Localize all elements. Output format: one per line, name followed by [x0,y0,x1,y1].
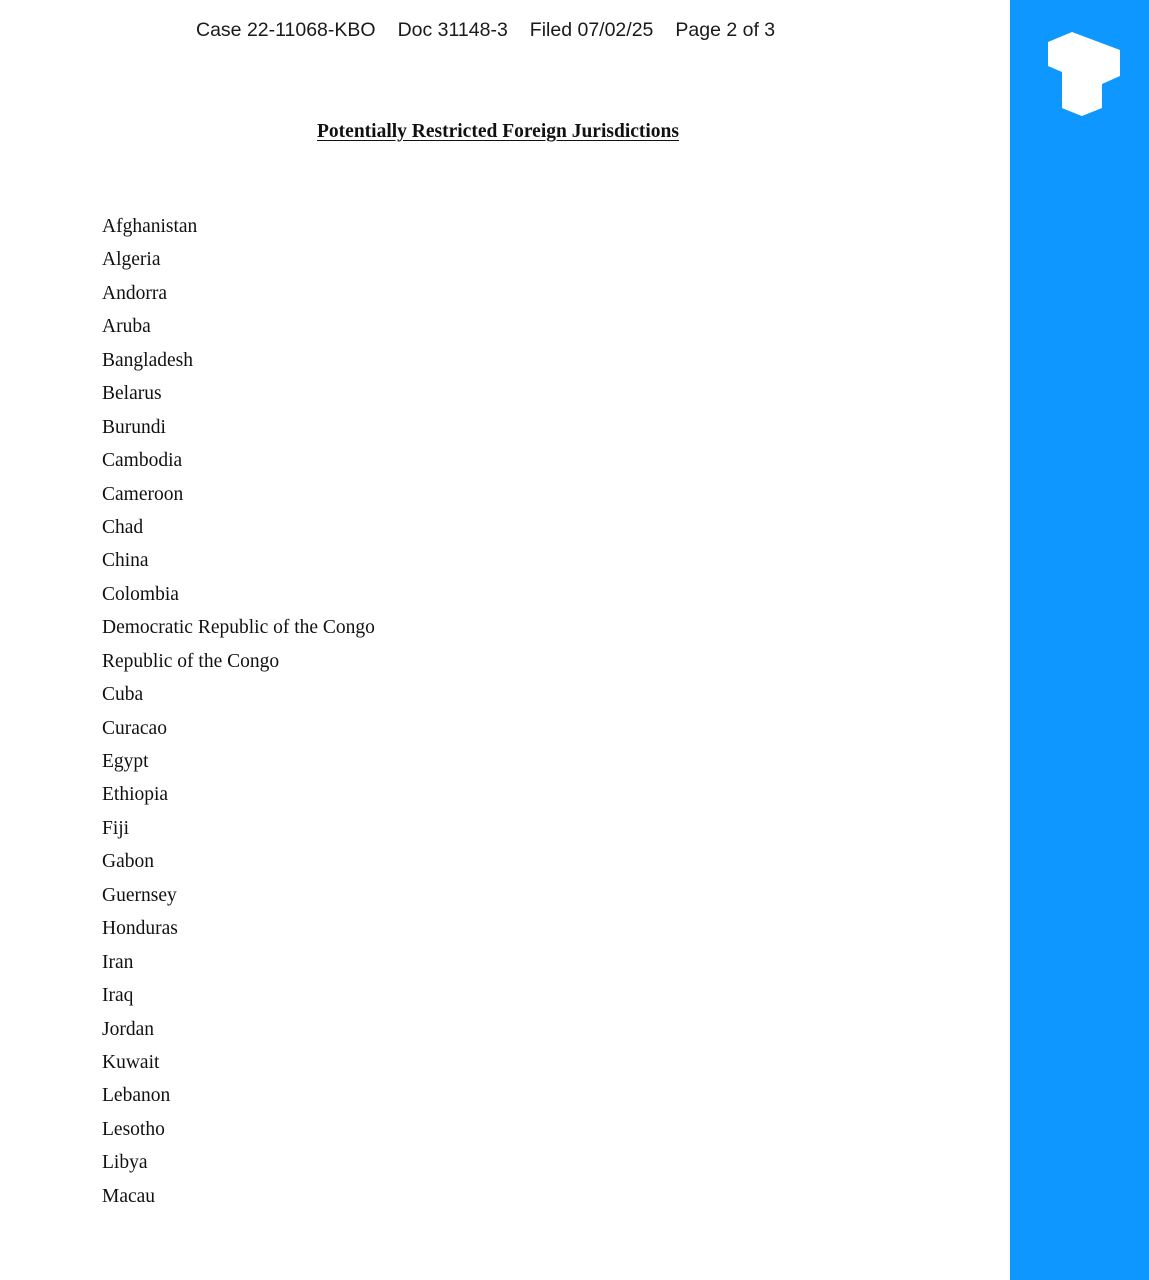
list-item: Honduras [102,918,178,940]
list-item: Iraq [102,985,134,1007]
list-item: Lesotho [102,1118,165,1140]
list-item: Cuba [102,684,144,706]
page-number: Page 2 of 3 [675,19,776,41]
list-item: Iran [102,951,134,973]
list-item: Cameroon [102,483,184,505]
list-item: Algeria [102,249,161,271]
list-item: Afghanistan [102,216,198,237]
list-item: Bangladesh [102,349,193,371]
list-item: China [102,550,149,572]
document-title: Potentially Restricted Foreign Jurisdictions [317,121,679,142]
case-number: Case 22-11068-KBO [196,19,376,41]
list-item: Burundi [102,416,166,438]
list-item: Chad [102,516,144,538]
list-item: Colombia [102,583,179,605]
list-item: Andorra [102,282,167,304]
list-item: Curacao [102,717,167,739]
list-item: Macau [102,1185,156,1207]
list-item: Aruba [102,316,151,338]
t-logo-icon [1046,32,1122,118]
list-item: Democratic Republic of the Congo [102,617,375,639]
filed-date: Filed 07/02/25 [529,19,654,41]
list-item: Ethiopia [102,784,169,806]
doc-number: Doc 31148-3 [397,19,508,41]
list-item: Gabon [102,851,154,873]
list-item: Republic of the Congo [102,650,280,672]
list-item: Fiji [102,817,130,839]
list-item: Kuwait [102,1051,160,1073]
list-item: Jordan [102,1018,154,1040]
brand-sidebar [1010,0,1149,1280]
list-item: Belarus [102,383,162,405]
list-item: Libya [102,1152,148,1174]
list-item: Cambodia [102,450,183,472]
list-item: Egypt [102,751,149,772]
page-header [196,19,775,42]
jurisdiction-list [102,213,375,1216]
list-item: Guernsey [102,884,177,906]
list-item: Lebanon [102,1085,171,1107]
